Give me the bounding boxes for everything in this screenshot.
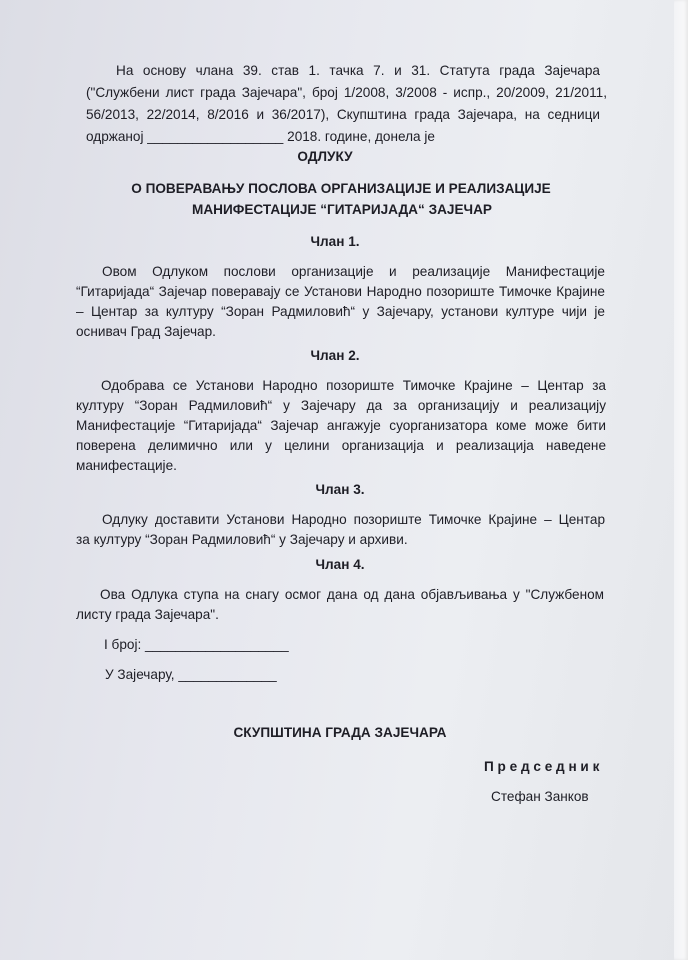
president-title: П р е д с е д н и к bbox=[484, 759, 600, 774]
article-1-line-3: – Центар за културу “Зоран Радмиловић“ у Зајечару, установи културе чији је bbox=[76, 304, 605, 319]
article-4-line-1: Ова Одлука ступа на снагу осмог дана од дана објављивања у "Службеном bbox=[100, 587, 604, 602]
article-3-line-2: за културу “Зоран Радмиловић“ у Зајечару и архиви. bbox=[76, 532, 408, 547]
preamble-line-3: 56/2013, 22/2014, 8/2016 и 36/2017), Скупштина града Зајечара, на седници bbox=[86, 107, 600, 122]
president-name: Стефан Занков bbox=[491, 789, 589, 804]
assembly-signature: СКУПШТИНА ГРАДА ЗАЈЕЧАРА bbox=[233, 725, 447, 740]
article-3-line-1: Одлуку доставити Установи Народно позориште Тимочке Крајине – Центар bbox=[102, 512, 605, 527]
decision-subtitle-2: МАНИФЕСТАЦИЈЕ “ГИТАРИЈАДА“ ЗАЈЕЧАР bbox=[192, 202, 492, 217]
article-3-heading: Члан 3. bbox=[315, 482, 365, 497]
article-1-heading: Члан 1. bbox=[310, 234, 360, 249]
decision-place: У Зајечару, _____________ bbox=[105, 667, 277, 682]
article-1-line-2: “Гитаријада“ Зајечар поверавају се Установи Народно позориште Тимочке Крајине bbox=[76, 284, 605, 299]
preamble-line-4: одржаној __________________ 2018. године, донела је bbox=[86, 129, 435, 144]
article-1-line-1: Овом Одлуком послови организације и реализације Манифестације bbox=[102, 264, 605, 279]
decision-number: I број: ___________________ bbox=[104, 637, 289, 652]
decision-subtitle-1: О ПОВЕРАВАЊУ ПОСЛОВА ОРГАНИЗАЦИЈЕ И РЕАЛИЗАЦИЈЕ bbox=[131, 181, 551, 196]
article-4-heading: Члан 4. bbox=[315, 557, 365, 572]
article-2-line-4: поверена делимично или у целини организација и реализација наведене bbox=[76, 438, 606, 453]
preamble-line-2: ("Службени лист града Зајечара", број 1/2008, 3/2008 - испр., 20/2009, 21/2011, bbox=[86, 85, 607, 100]
article-2-heading: Члан 2. bbox=[310, 348, 360, 363]
article-4-line-2: листу града Зајечара". bbox=[76, 607, 219, 622]
article-1-line-4: оснивач Град Зајечар. bbox=[76, 324, 216, 339]
decision-title: ОДЛУКУ bbox=[297, 149, 353, 164]
article-2-line-2: културу “Зоран Радмиловић“ у Зајечару да за организацију и реализацију bbox=[76, 398, 606, 413]
article-2-line-5: манифестације. bbox=[76, 458, 177, 473]
article-2-line-3: Манифестације “Гитаријада“ Зајечар ангажује суорганизатора коме може бити bbox=[76, 418, 606, 433]
page-right-edge bbox=[674, 0, 688, 960]
article-2-line-1: Одобрава се Установи Народно позориште Тимочке Крајине – Центар за bbox=[101, 378, 606, 393]
preamble-line-1: На основу члана 39. став 1. тачка 7. и 31. Статута града Зајечара bbox=[116, 63, 600, 78]
